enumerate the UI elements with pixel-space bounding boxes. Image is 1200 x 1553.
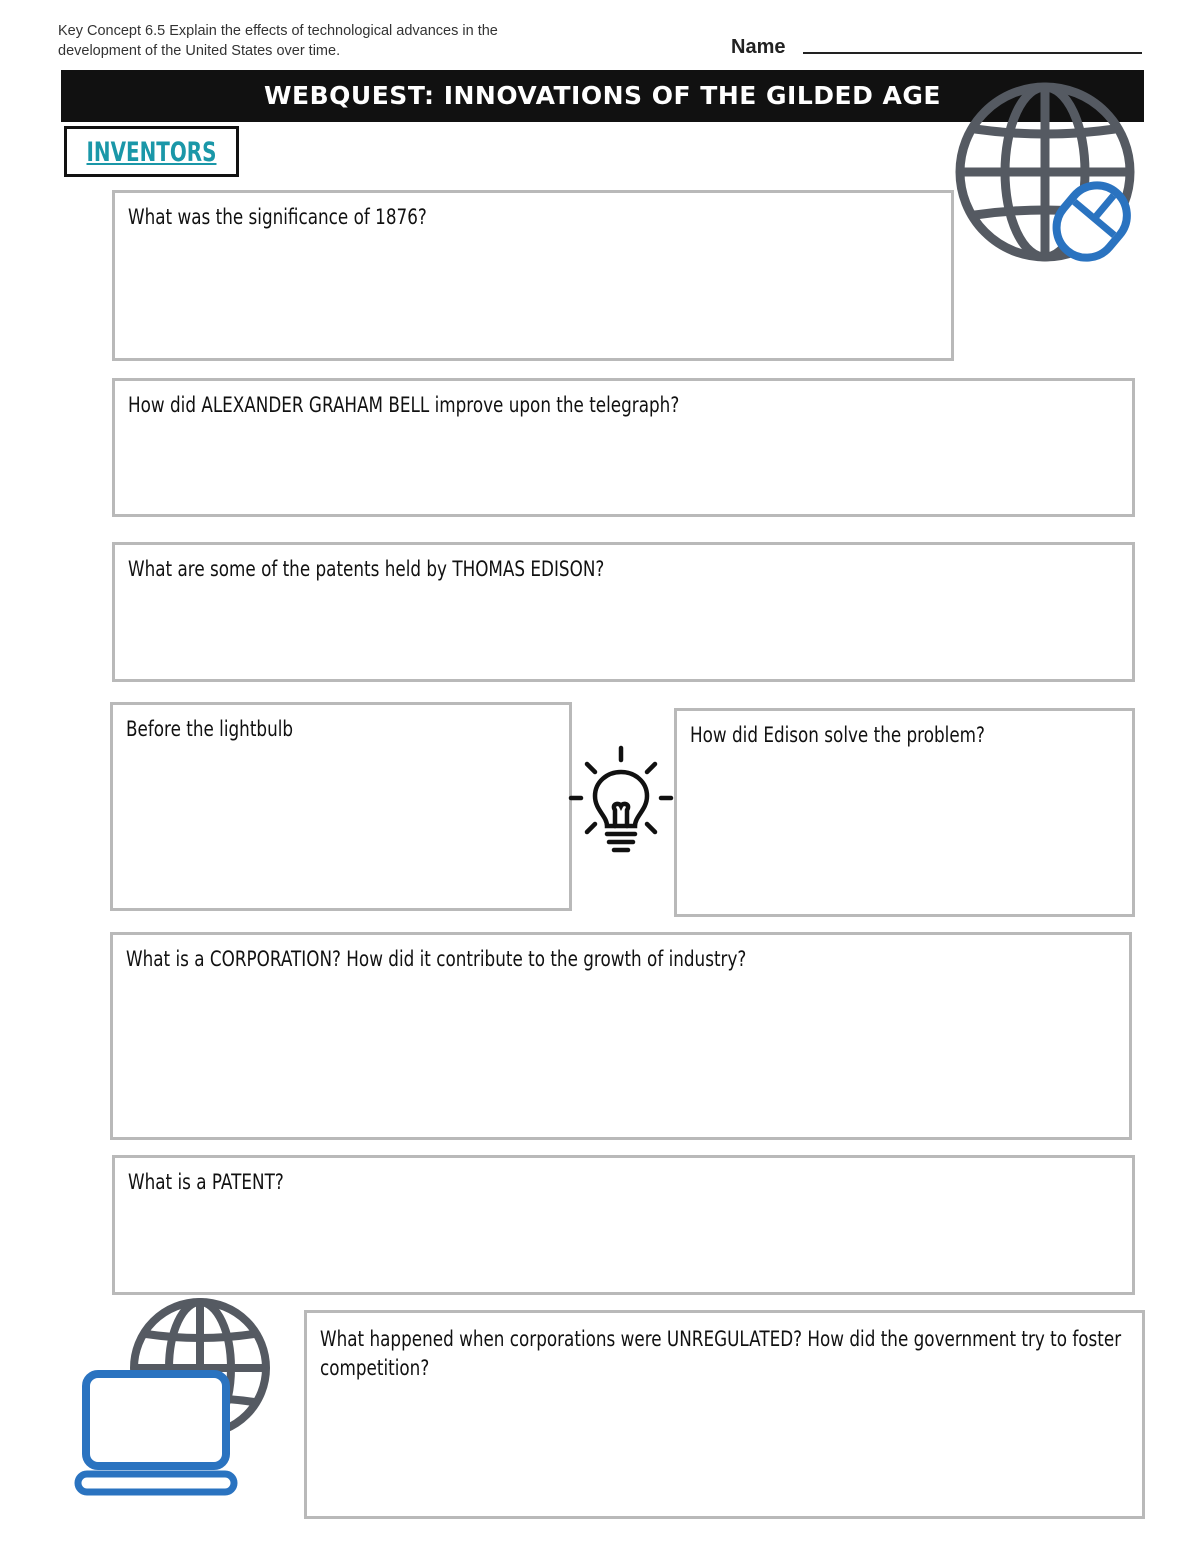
answer-box-before-lightbulb[interactable] — [110, 702, 572, 911]
question-patent: What is a PATENT? — [128, 1170, 284, 1194]
lightbulb-icon — [567, 744, 675, 856]
section-label-box — [64, 126, 239, 177]
globe-laptop-icon — [74, 1300, 274, 1500]
page-title: WEBQUEST: INNOVATIONS OF THE GILDED AGE — [263, 81, 942, 110]
question-unregulated: What happened when corporations were UNREGULATED? How did the government try to foster competition? — [320, 1327, 1122, 1380]
answer-box-edison-solution[interactable] — [674, 708, 1135, 917]
question-edison-patents: What are some of the patents held by THOMAS EDISON? — [128, 557, 605, 581]
answer-box-corporation[interactable] — [110, 932, 1132, 1140]
key-concept-text: Key Concept 6.5 Explain the effects of technological advances in the development of the United States over time. — [58, 23, 498, 59]
name-field[interactable] — [803, 52, 1142, 54]
globe-mouse-icon — [955, 84, 1140, 264]
question-before-lightbulb: Before the lightbulb — [126, 717, 294, 741]
question-edison-solution: How did Edison solve the problem? — [690, 723, 985, 747]
question-corporation: What is a CORPORATION? How did it contribute to the growth of industry? — [126, 947, 747, 971]
answer-box-unregulated[interactable] — [304, 1310, 1145, 1519]
name-label: Name — [731, 36, 786, 58]
answer-box-edison-patents[interactable] — [112, 542, 1135, 682]
answer-box-patent[interactable] — [112, 1155, 1135, 1295]
section-label: INVENTORS — [86, 137, 217, 168]
answer-box-bell[interactable] — [112, 378, 1135, 517]
question-bell: How did ALEXANDER GRAHAM BELL improve upon the telegraph? — [128, 393, 680, 417]
question-1876: What was the significance of 1876? — [128, 205, 427, 229]
answer-box-1876[interactable] — [112, 190, 954, 361]
